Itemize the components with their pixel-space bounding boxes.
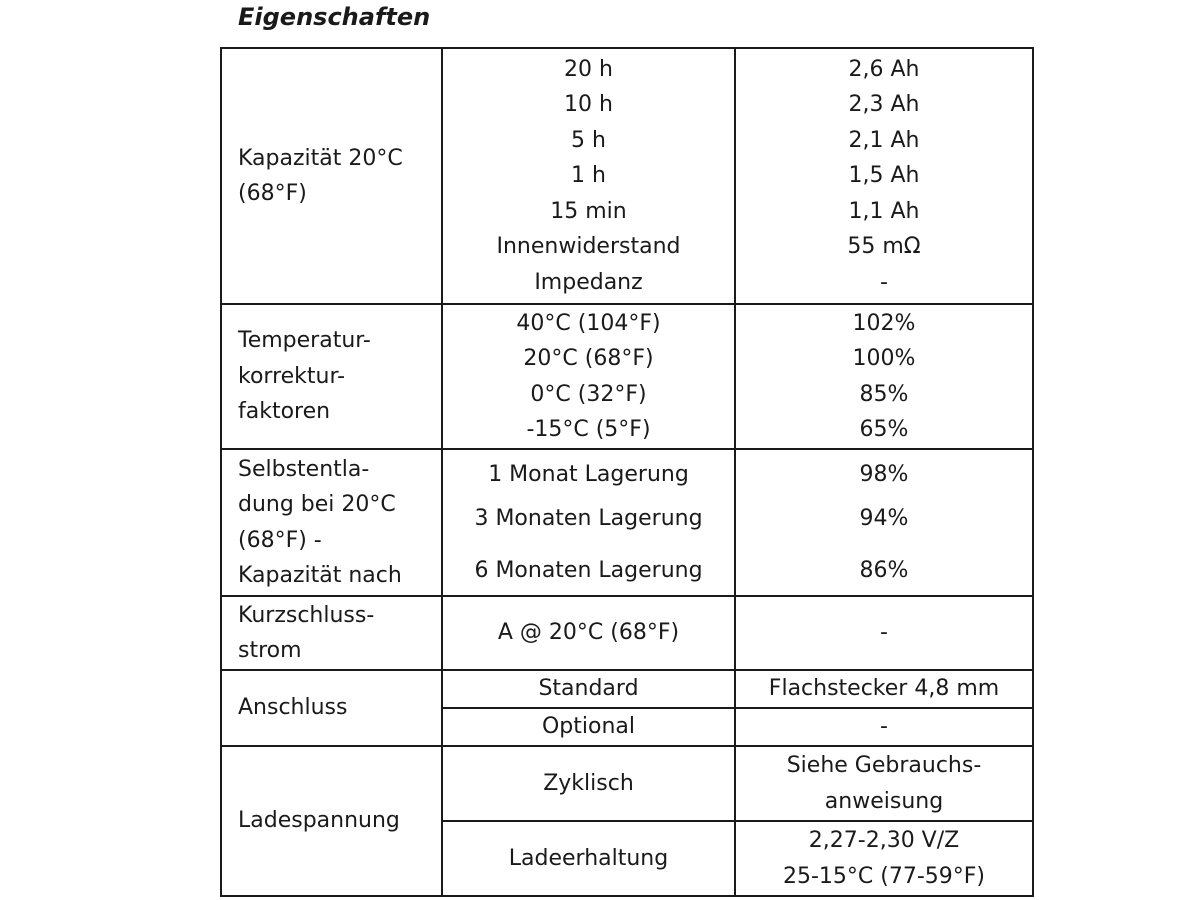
selbstentladung-condition: 6 Monaten Lagerung <box>474 557 703 583</box>
label-ladespannung: Ladespannung <box>221 746 442 896</box>
temperatur-condition: 20°C (68°F) <box>523 346 654 371</box>
label-kurzschlussstrom: Kurzschluss- strom <box>221 596 442 670</box>
kapazitaet-condition: 1 h <box>571 163 606 189</box>
temperatur-value: 65% <box>859 417 909 442</box>
label-kapazitaet: Kapazität 20°C (68°F) <box>221 48 442 304</box>
kapazitaet-value: 2,6 Ah <box>848 56 920 82</box>
kapazitaet-value: 2,1 Ah <box>848 127 920 153</box>
selbstentladung-values <box>735 449 1033 596</box>
table-row-kurzschlussstrom <box>221 596 1033 670</box>
temperatur-conditions <box>442 304 735 449</box>
label-temperatur: Temperatur- korrektur- faktoren <box>221 304 442 449</box>
properties-table <box>220 47 1034 897</box>
kapazitaet-condition: Impedanz <box>534 269 643 295</box>
section-heading: Eigenschaften <box>238 3 431 31</box>
kapazitaet-value: 55 mΩ <box>847 234 921 260</box>
table-row-ladespannung-zyklisch <box>221 746 1033 821</box>
table-row-selbstentladung <box>221 449 1033 596</box>
kapazitaet-value: 1,5 Ah <box>848 163 920 189</box>
kurzschlussstrom-condition: A @ 20°C (68°F) <box>442 596 735 670</box>
anschluss-condition: Optional <box>442 708 735 746</box>
kapazitaet-conditions <box>442 48 735 304</box>
temperatur-condition: 40°C (104°F) <box>516 310 661 336</box>
kapazitaet-condition: 15 min <box>550 198 627 224</box>
temperatur-value: 102% <box>852 310 916 336</box>
selbstentladung-value: 98% <box>859 461 909 487</box>
selbstentladung-value: 86% <box>859 557 909 583</box>
selbstentladung-condition: 1 Monat Lagerung <box>488 461 689 487</box>
anschluss-value: - <box>735 708 1033 746</box>
kapazitaet-condition: 10 h <box>564 92 613 118</box>
temperatur-value: 85% <box>859 381 909 407</box>
temperatur-value: 100% <box>852 346 916 371</box>
temperatur-condition: 0°C (32°F) <box>530 381 647 407</box>
ladespannung-value: 2,27-2,30 V/Z 25-15°C (77-59°F) <box>735 821 1033 896</box>
table-row-anschluss-standard <box>221 670 1033 708</box>
kapazitaet-value: 2,3 Ah <box>848 92 920 118</box>
ladespannung-condition: Zyklisch <box>442 746 735 821</box>
kapazitaet-condition: Innenwiderstand <box>496 234 681 260</box>
table-row-temperatur <box>221 304 1033 449</box>
selbstentladung-value: 94% <box>859 505 909 531</box>
label-selbstentladung: Selbstentla- dung bei 20°C (68°F) - Kapazität nach <box>221 449 442 596</box>
ladespannung-value: Siehe Gebrauchs- anweisung <box>735 746 1033 821</box>
anschluss-condition: Standard <box>442 670 735 708</box>
table-row-kapazitaet <box>221 48 1033 304</box>
kapazitaet-value: - <box>880 269 888 295</box>
kurzschlussstrom-value: - <box>735 596 1033 670</box>
kapazitaet-condition: 5 h <box>571 127 606 153</box>
anschluss-value: Flachstecker 4,8 mm <box>735 670 1033 708</box>
temperatur-condition: -15°C (5°F) <box>526 417 651 442</box>
temperatur-values <box>735 304 1033 449</box>
kapazitaet-condition: 20 h <box>564 56 613 82</box>
selbstentladung-condition: 3 Monaten Lagerung <box>474 505 703 531</box>
label-anschluss: Anschluss <box>221 670 442 746</box>
selbstentladung-conditions <box>442 449 735 596</box>
kapazitaet-value: 1,1 Ah <box>848 198 920 224</box>
kapazitaet-values <box>735 48 1033 304</box>
ladespannung-condition: Ladeerhaltung <box>442 821 735 896</box>
